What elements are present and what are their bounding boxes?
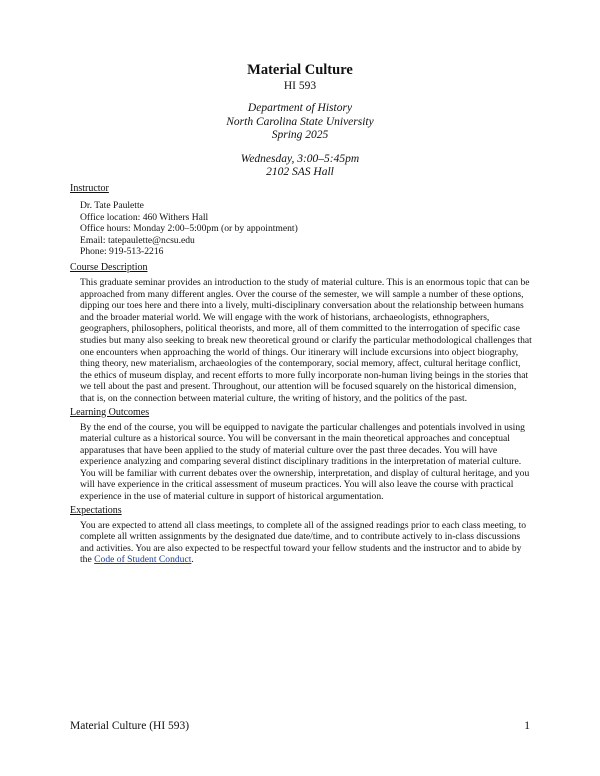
instructor-email: Email: tatepaulette@ncsu.edu — [80, 234, 195, 246]
syllabus-sections — [70, 183, 532, 568]
expectations-text — [80, 520, 532, 566]
meeting-time: Wednesday, 3:00–5:45pm — [240, 152, 360, 165]
course-code: HI 593 — [283, 80, 317, 92]
instructor-heading: Instructor — [70, 183, 109, 194]
university: North Carolina State University — [226, 115, 374, 128]
instructor-name: Dr. Tate Paulette — [80, 200, 144, 211]
learning-outcomes-heading: Learning Outcomes — [70, 406, 150, 418]
expectations-end: . — [191, 554, 194, 566]
syllabus-header — [0, 61, 600, 180]
department: Department of History — [247, 102, 353, 114]
course-description-text: This graduate seminar provides an introduction to the study of material culture. This is an enormous topic that can be approached from many different angles. Over the course of the semester, we will sample a number of these options, dipping our toes here and there into a lively, multi-disciplinary conversation about the relationship between humans and the broader material world. We will engage with the work of historians, archaeologists, ethnographers, geographers, philosophers, political theorists, and more, all of them committed to the interrogation of specific case studies but many also seeking to break new theoretical ground or clarify the particular methodological challenges that one encounters when approaching the world of things. Our itinerary will include excursions into object biography, thing theory, new materialism, archaeologies of the contemporary, social memory, affect, cultural heritage conflict, the ethics of museum display, and recent efforts to more fully incorporate non-human living beings in the stories that we tell about the past and present. Throughout, our attention will be focused squarely on the historical dimension, that is, on the connection between material culture, the writing of history, and the politics of the past. — [80, 276, 532, 404]
office-hours: Office hours: Monday 2:00–5:00pm (or by appointment) — [80, 223, 298, 235]
course-description — [80, 277, 532, 405]
office-location: Office location: 460 Withers Hall — [80, 211, 209, 223]
instructor-info — [80, 200, 532, 258]
course-title: Material Culture — [247, 62, 353, 78]
course-affiliation — [0, 102, 600, 143]
expectations-body: You are expected to attend all class meetings, to complete all of the assigned readings prior to each class meeting, to complete all written assignments by the designated due date/time, and to contribute actively to in-class discussions and activities. You are also expected to be respectful toward your fellow students and the instructor and to abide by the — [80, 519, 527, 566]
term: Spring 2025 — [271, 129, 329, 141]
instructor-phone: Phone: 919-513-2216 — [80, 246, 164, 258]
expectations-heading: Expectations — [70, 504, 122, 516]
course-schedule — [0, 153, 600, 180]
code-of-student-conduct-link[interactable]: Code of Student Conduct — [94, 554, 192, 566]
page-number: 1 — [524, 720, 530, 732]
course-description-heading: Course Description — [70, 261, 148, 273]
learning-outcomes — [80, 422, 532, 503]
learning-outcomes-text: By the end of the course, you will be equipped to navigate the particular challenges and potentials involved in using material culture as a historical source. You will be conversant in the main theoretical approaches and conceptual apparatuses that have been applied to the study of material culture over the past three decades. You will have experience analyzing and comparing several distinct disciplinary traditions in the interpretation of material culture. You will be familiar with current debates over the ownership, interpretation, and display of cultural heritage, and you will have experience in the critical assessment of museum practices. You will also leave the course with practical experience in the use of material culture in support of historical argumentation. — [80, 421, 530, 503]
meeting-room: 2102 SAS Hall — [266, 166, 334, 178]
expectations — [80, 520, 532, 566]
footer-course-name: Material Culture (HI 593) — [70, 720, 190, 732]
